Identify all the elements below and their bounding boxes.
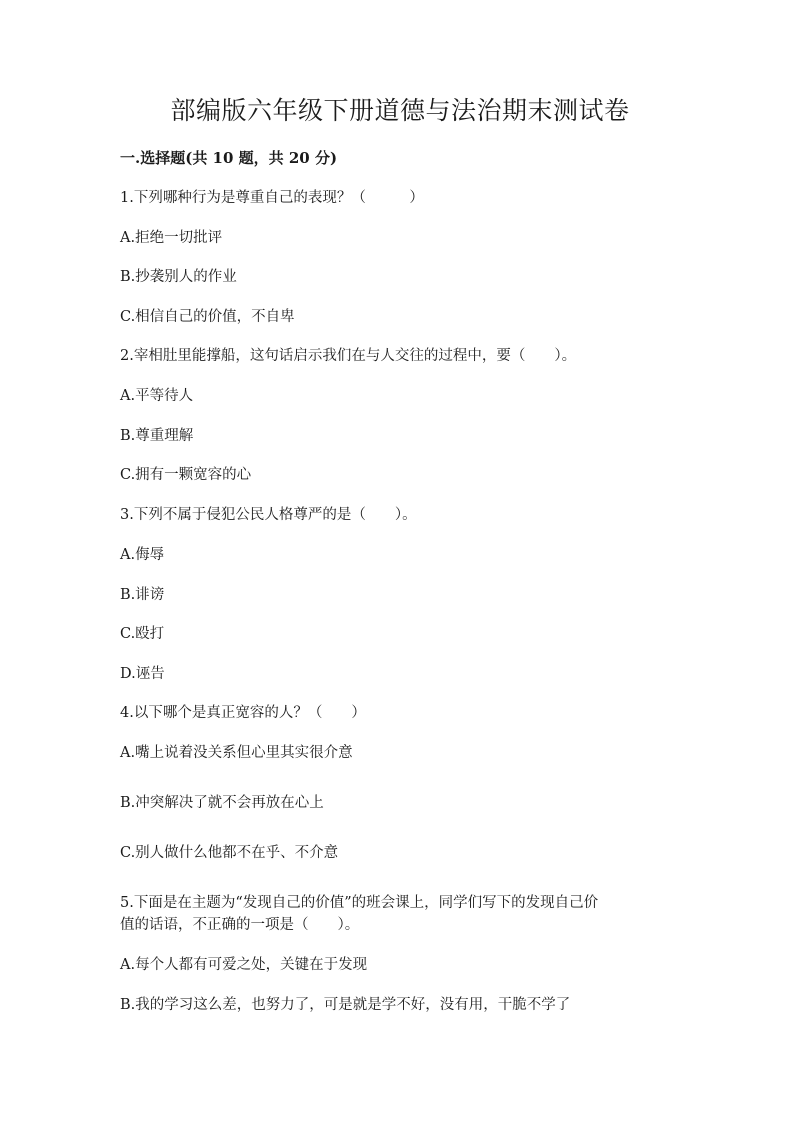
question-4-option-a: A.嘴上说着没关系但心里其实很介意 <box>120 745 353 761</box>
question-4-option-c: C.别人做什么他都不在乎、不介意 <box>120 845 339 861</box>
question-3-option-a: A.侮辱 <box>120 547 165 563</box>
section-heading: 一.选择题(共 10 题，共 20 分) <box>120 149 338 167</box>
question-2-option-c: C.拥有一颗宽容的心 <box>120 467 252 483</box>
question-5-option-a: A.每个人都有可爱之处，关键在于发现 <box>120 957 368 973</box>
question-4-stem: 4.以下哪个是真正宽容的人？（ ） <box>120 705 366 721</box>
question-3-stem: 3.下列不属于侵犯公民人格尊严的是（ ）。 <box>120 507 417 523</box>
question-3-option-c: C.殴打 <box>120 626 165 642</box>
page-title: 部编版六年级下册道德与法治期末测试卷 <box>170 96 630 125</box>
question-1-option-b: B.抄袭别人的作业 <box>120 269 237 285</box>
question-2-stem: 2.宰相肚里能撑船，这句话启示我们在与人交往的过程中，要（ ）。 <box>120 348 577 364</box>
question-4-option-b: B.冲突解决了就不会再放在心上 <box>120 795 324 811</box>
question-3-option-d: D.诬告 <box>120 666 165 682</box>
question-2-option-b: B.尊重理解 <box>120 428 194 444</box>
question-5-stem-line-1: 5.下面是在主题为“发现自己的价值”的班会课上，同学们写下的发现自己价 <box>120 895 599 911</box>
question-2-option-a: A.平等待人 <box>120 388 194 404</box>
question-3-option-b: B.诽谤 <box>120 587 165 603</box>
question-5-stem-line-2: 值的话语，不正确的一项是（ ）。 <box>120 917 360 933</box>
question-1-option-a: A.拒绝一切批评 <box>120 230 223 246</box>
question-1-option-c: C.相信自己的价值，不自卑 <box>120 309 295 325</box>
question-1-stem: 1.下列哪种行为是尊重自己的表现？（ ） <box>120 190 424 206</box>
question-5-option-b: B.我的学习这么差，也努力了，可是就是学不好，没有用，干脆不学了 <box>120 997 571 1013</box>
